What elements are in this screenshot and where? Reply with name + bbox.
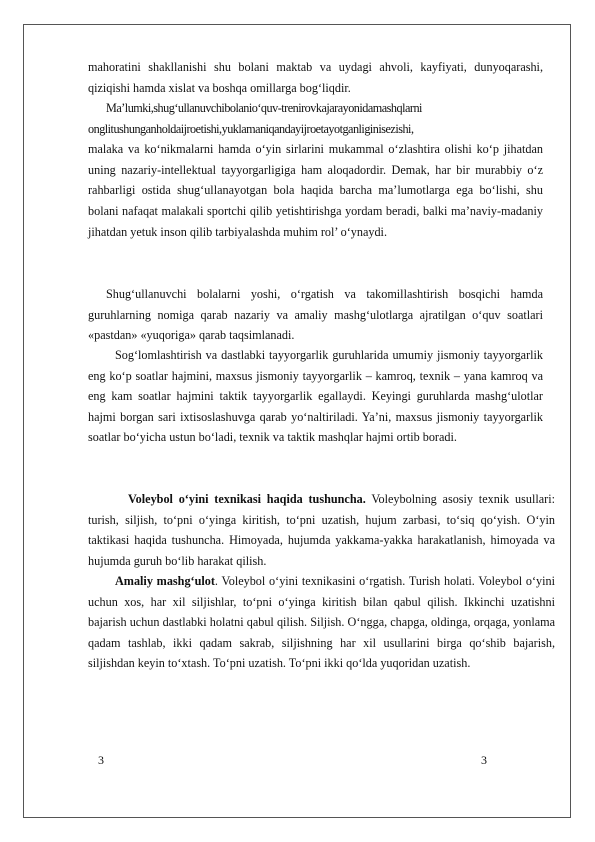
- paragraph-3-text: Shug‘ullanuvchi bolalarni yoshi, o‘rgatish va takomillashtirish bosqichi hamda guruhlarning nomiga qarab nazariy va amaliy mashg‘ulotlarga ajratilgan o‘quv soatlari «pastdan» «yuqoriga» qarab taqsimlanadi.: [88, 287, 543, 343]
- section-heading-technique: Voleybol o‘yini texnikasi haqida tushuncha.: [128, 492, 366, 506]
- paragraph-3: [88, 284, 543, 346]
- section-heading-practice: Amaliy mashg‘ulot: [115, 574, 215, 588]
- page-number-right: 3: [481, 753, 487, 767]
- paragraph-1-text: mahoratini shakllanishi shu bolani maktab va uydagi ahvoli, kayfiyati, dunyoqarashi, qiziqishi hamda xislat va boshqa omillarga bog‘liqdir.: [88, 60, 543, 95]
- paragraph-2-rest: malaka va ko‘nikmalarni hamda o‘yin sirlarini mukammal o‘zlashtira olishi ko‘p jihatdan uning nazariy-intellektual tayyorgarligiga ham aloqadordir. Demak, har bir murabbiy o‘z rahbarligi ostida shug‘ullanayotgan bola haqida barcha ma’lumotlarga ega bo‘lishi, shu bolani nafaqat malakali sportchi qilib yetishtirishga yordam beradi, balki ma’naviy-madaniy jihatdan yetuk inson qilib tarbiyalashda muhim rol’ o‘ynaydi.: [88, 142, 543, 239]
- paragraph-4: [88, 345, 543, 448]
- paragraph-2-line-1: Ma’lumki,shug‘ullanuvchibolanio‘quv-trenirovkajarayonidamashqlarni: [106, 101, 422, 115]
- paragraph-5-text: Voleybolning asosiy texnik usullari: turish, siljish, to‘pni o‘yinga kiritish, to‘pni uzatish, hujum zarbasi, to‘siq qo‘yish. O‘yin taktikasi haqida tushuncha. Himoyada, hujumda yakkama-yakka harakatlanish, himoyada va hujumda guruh bo‘lib harakat qilish.: [88, 492, 555, 568]
- paragraph-6: [88, 571, 555, 674]
- paragraph-1: [88, 57, 543, 98]
- paragraph-6-text: . Voleybol o‘yini texnikasini o‘rgatish. Turish holati. Voleybol o‘yini uchun xos, har xil siljishlar, to‘pni o‘yinga kiritish bilan qabul qilish. Ikkinchi uzatishni bajarish uchun dastlabki holatni qabul qilish. Siljish. O‘ngga, chapga, oldinga, orqaga, yonlama qadam tashlab, ikki qadam sakrab, siljishning har xil usullarini birga qo‘shib bajarish, siljishdan keyin to‘xtash. To‘pni uzatish. To‘pni ikki qo‘lda yuqoridan uzatish.: [88, 574, 555, 671]
- page-number-left: 3: [98, 753, 104, 767]
- paragraph-4-text: Sog‘lomlashtirish va dastlabki tayyorgarlik guruhlarida umumiy jismoniy tayyorgarlik eng ko‘p soatlar hajmini, maxsus jismoniy tayyorgarlik – kamroq, texnik – yana kamroq va eng kam soatlar hajmini taktik tayyorgarlik egallaydi. Keyingi guruhlarda mashg‘ulotlar hajmi borgan sari ixtisoslashuvga qarab yo‘naltiriladi. Ya’ni, maxsus jismoniy tayyorgarlik soatlar bo‘yicha ustun bo‘ladi, texnik va taktik mashqlar hajmi ortib boradi.: [88, 348, 543, 445]
- paragraph-5: [88, 489, 555, 571]
- paragraph-2: [88, 98, 543, 242]
- paragraph-2-line-2: onglitushunganholdaijroetishi,yuklamaniqandayijroetayotganliginisezishi,: [88, 121, 414, 136]
